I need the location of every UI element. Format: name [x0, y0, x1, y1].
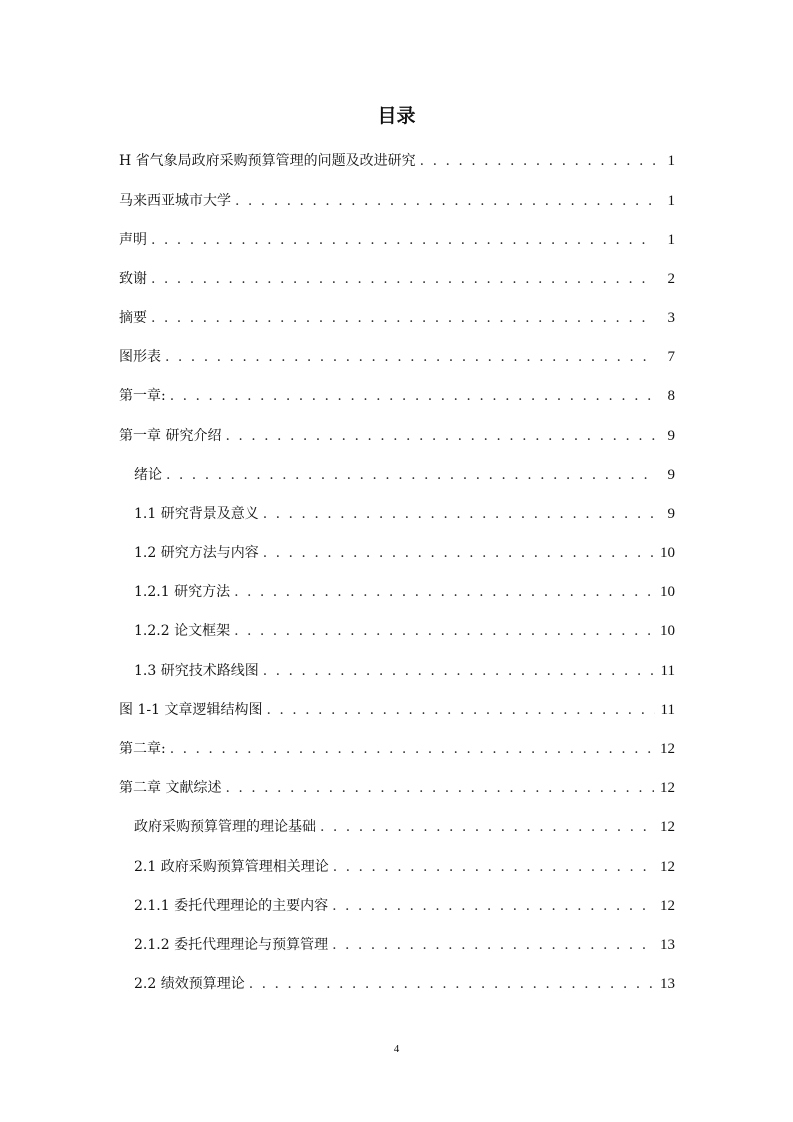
- toc-entry[interactable]: [119, 385, 675, 407]
- toc-entry-label: 政府采购预算管理的理论基础: [134, 819, 316, 835]
- toc-entry-label: 声明: [119, 232, 147, 248]
- toc-dot-leader: [332, 895, 654, 917]
- toc-entry[interactable]: [134, 895, 675, 917]
- toc-entry-label: 图形表: [119, 349, 161, 365]
- toc-dot-leader: [151, 229, 655, 251]
- toc-dot-leader: [166, 464, 655, 486]
- toc-dot-leader: [235, 190, 655, 212]
- toc-entry-label: 1.3 研究技术路线图: [134, 663, 259, 679]
- toc-entry[interactable]: [119, 738, 675, 760]
- toc-entry-page: 11: [660, 663, 675, 679]
- toc-entry-label: H 省气象局政府采购预算管理的问题及改进研究: [119, 153, 416, 169]
- toc-entry-label: 第二章 文献综述: [119, 780, 222, 796]
- toc-entry[interactable]: [134, 973, 675, 995]
- toc-entry[interactable]: [134, 660, 675, 682]
- toc-dot-leader: [249, 973, 654, 995]
- toc-entry-page: 12: [660, 819, 675, 835]
- toc-entry[interactable]: [119, 307, 675, 329]
- toc-entry-page: 3: [667, 310, 675, 326]
- toc-entry-label: 摘要: [119, 310, 147, 326]
- toc-entry-label: 图 1-1 文章逻辑结构图: [119, 702, 263, 718]
- toc-entry[interactable]: [134, 856, 675, 878]
- toc-dot-leader: [320, 816, 654, 838]
- toc-entry-page: 12: [660, 898, 675, 914]
- toc-dot-leader: [263, 503, 655, 525]
- toc-dot-leader: [225, 777, 654, 799]
- toc-dot-leader: [234, 581, 654, 603]
- toc-dot-leader: [332, 934, 654, 956]
- toc-entry-page: 10: [660, 623, 675, 639]
- page-title: 目录: [377, 105, 416, 127]
- toc-entry-label: 绪论: [134, 467, 162, 483]
- toc-entry-page: 1: [667, 153, 675, 169]
- toc-entry-page: 12: [660, 780, 675, 796]
- toc-entry[interactable]: [134, 503, 675, 525]
- toc-entry-page: 9: [667, 467, 675, 483]
- toc-dot-leader: [165, 346, 655, 368]
- page-number: 4: [393, 1043, 400, 1055]
- toc-entry-label: 第一章 研究介绍: [119, 428, 222, 444]
- toc-entry-page: 9: [667, 506, 675, 522]
- toc-dot-leader: [225, 425, 655, 447]
- toc-entry-label: 马来西亚城市大学: [119, 193, 231, 209]
- toc-entry[interactable]: [134, 620, 675, 642]
- toc-dot-leader: [333, 856, 654, 878]
- toc-entry-label: 1.2.2 论文框架: [134, 623, 231, 639]
- toc-entry-label: 2.1.2 委托代理理论与预算管理: [134, 937, 329, 953]
- toc-entry-label: 第一章:: [119, 388, 166, 404]
- toc-dot-leader: [170, 738, 654, 760]
- toc-entry-label: 1.2 研究方法与内容: [134, 545, 259, 561]
- toc-entry-page: 2: [667, 271, 675, 287]
- toc-entry[interactable]: [119, 268, 675, 290]
- toc-entry-label: 第二章:: [119, 741, 166, 757]
- toc-entry-page: 11: [660, 702, 675, 718]
- toc-entry-page: 12: [660, 741, 675, 757]
- toc-entry-label: 致谢: [119, 271, 147, 287]
- toc-entry[interactable]: [119, 229, 675, 251]
- toc-dot-leader: [263, 542, 654, 564]
- toc-entry[interactable]: [134, 542, 675, 564]
- toc-dot-leader: [420, 150, 655, 172]
- toc-entry-label: 2.1 政府采购预算管理相关理论: [134, 859, 329, 875]
- toc-entry-page: 12: [660, 859, 675, 875]
- toc-entry[interactable]: [134, 816, 675, 838]
- toc-entry[interactable]: [119, 777, 675, 799]
- toc-entry-page: 10: [660, 584, 675, 600]
- toc-entry-page: 10: [660, 545, 675, 561]
- toc-entry-label: 1.2.1 研究方法: [134, 584, 231, 600]
- toc-entry-page: 7: [667, 349, 675, 365]
- toc-entry-page: 13: [660, 937, 675, 953]
- toc-dot-leader: [151, 268, 655, 290]
- toc-entry[interactable]: [134, 464, 675, 486]
- toc-entry-label: 1.1 研究背景及意义: [134, 506, 259, 522]
- toc-entry[interactable]: [119, 425, 675, 447]
- toc-entry[interactable]: [119, 150, 675, 172]
- toc-entry-page: 8: [667, 388, 675, 404]
- toc-entry[interactable]: [119, 346, 675, 368]
- toc-dot-leader: [266, 699, 654, 721]
- toc-entry[interactable]: [134, 581, 675, 603]
- toc-dot-leader: [151, 307, 655, 329]
- toc-dot-leader: [263, 660, 655, 682]
- toc-entry[interactable]: [119, 699, 675, 721]
- toc-entry-page: 1: [667, 193, 675, 209]
- toc-dot-leader: [170, 385, 655, 407]
- toc-entry-label: 2.1.1 委托代理理论的主要内容: [134, 898, 329, 914]
- toc-dot-leader: [234, 620, 654, 642]
- toc-entry[interactable]: [119, 190, 675, 212]
- toc-entry[interactable]: [134, 934, 675, 956]
- toc-entry-page: 1: [667, 232, 675, 248]
- toc-entry-page: 13: [660, 976, 675, 992]
- toc-entry-page: 9: [667, 428, 675, 444]
- toc-entry-label: 2.2 绩效预算理论: [134, 976, 245, 992]
